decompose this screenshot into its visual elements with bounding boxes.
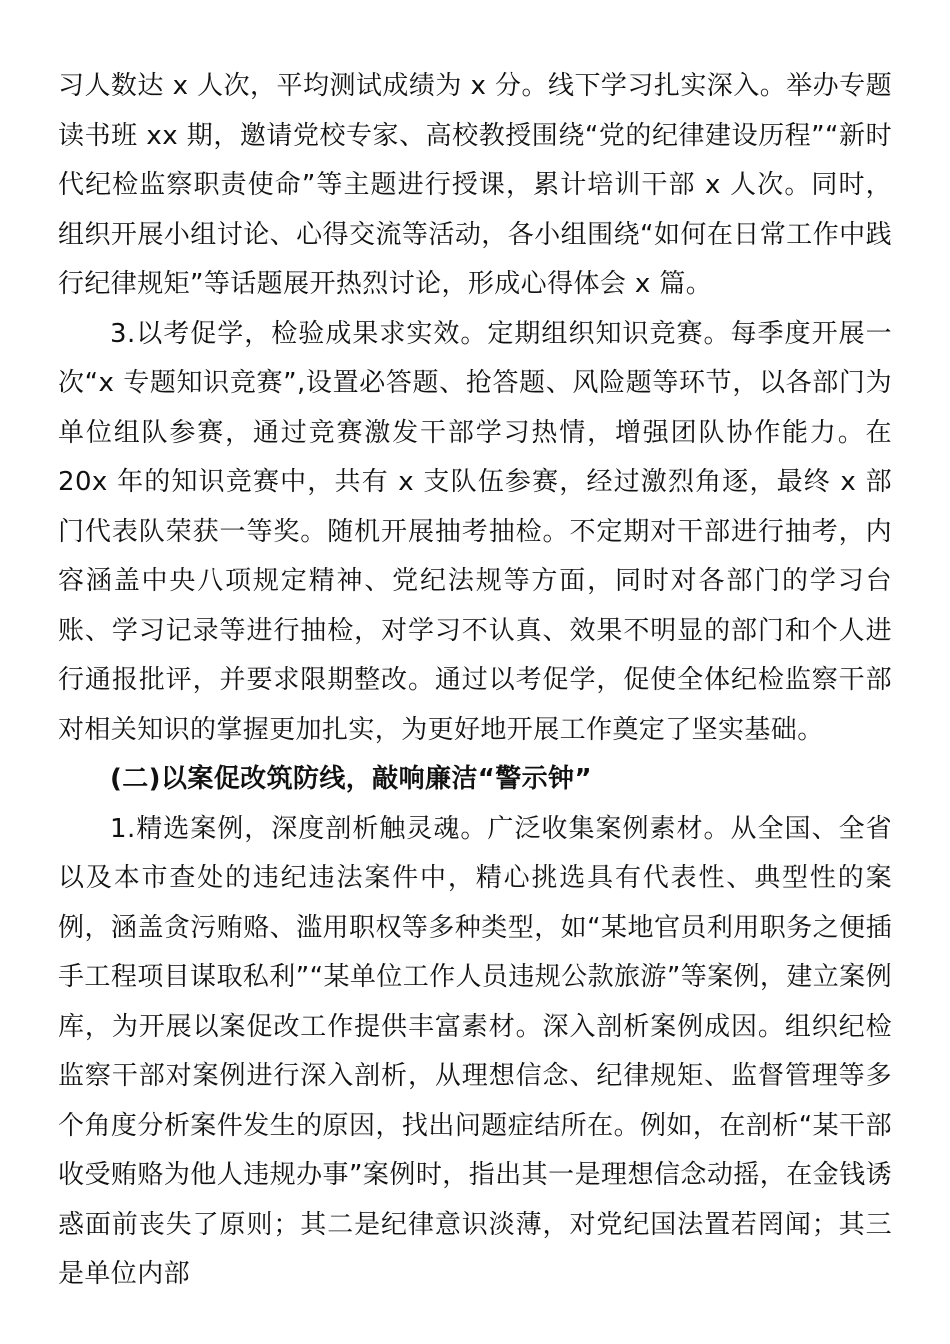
body-paragraph-1: 习人数达 x 人次，平均测试成绩为 x 分。线下学习扎实深入。举办专题读书班 xx 期，邀请党校专家、高校教授围绕“党的纪律建设历程”“新时代纪检监察职责使命”等主题进行授课，累计培训干部 x 人次。同时，组织开展小组讨论、心得交流等活动，各小组围绕“如何在日常工作中践行纪律规矩”等话题展开热烈讨论，形成心得体会 x 篇。 bbox=[58, 71, 892, 299]
body-paragraph-2: 3.以考促学，检验成果求实效。定期组织知识竞赛。每季度开展一次“x 专题知识竞赛”,设置必答题、抢答题、风险题等环节，以各部门为单位组队参赛，通过竞赛激发干部学习热情，增强团队协作能力。在 20x 年的知识竞赛中，共有 x 支队伍参赛，经过激烈角逐，最终 x 部门代表队荣获一等奖。随机开展抽考抽检。不定期对干部进行抽考，内容涵盖中央八项规定精神、党纪法规等方面，同时对各部门的学习台账、学习记录等进行抽检，对学习不认真、效果不明显的部门和个人进行通报批评，并要求限期整改。通过以考促学，促使全体纪检监察干部对相关知识的掌握更加扎实，为更好地开展工作奠定了坚实基础。 bbox=[58, 318, 892, 745]
document-page bbox=[58, 62, 892, 1300]
section-heading: (二)以案促改筑防线，敲响廉洁“警示钟” bbox=[110, 764, 592, 794]
body-paragraph-3: 1.精选案例，深度剖析触灵魂。广泛收集案例素材。从全国、全省以及本市查处的违纪违法案件中，精心挑选具有代表性、典型性的案例，涵盖贪污贿赂、滥用职权等多种类型，如“某地官员利用职务之便插手工程项目谋取私利”“某单位工作人员违规公款旅游”等案例，建立案例库，为开展以案促改工作提供丰富素材。深入剖析案例成因。组织纪检监察干部对案例进行深入剖析，从理想信念、纪律规矩、监督管理等多个角度分析案件发生的原因，找出问题症结所在。例如，在剖析“某干部收受贿赂为他人违规办事”案例时，指出其一是理想信念动摇，在金钱诱惑面前丧失了原则；其二是纪律意识淡薄，对党纪国法置若罔闻；其三是单位内部 bbox=[58, 813, 892, 1289]
